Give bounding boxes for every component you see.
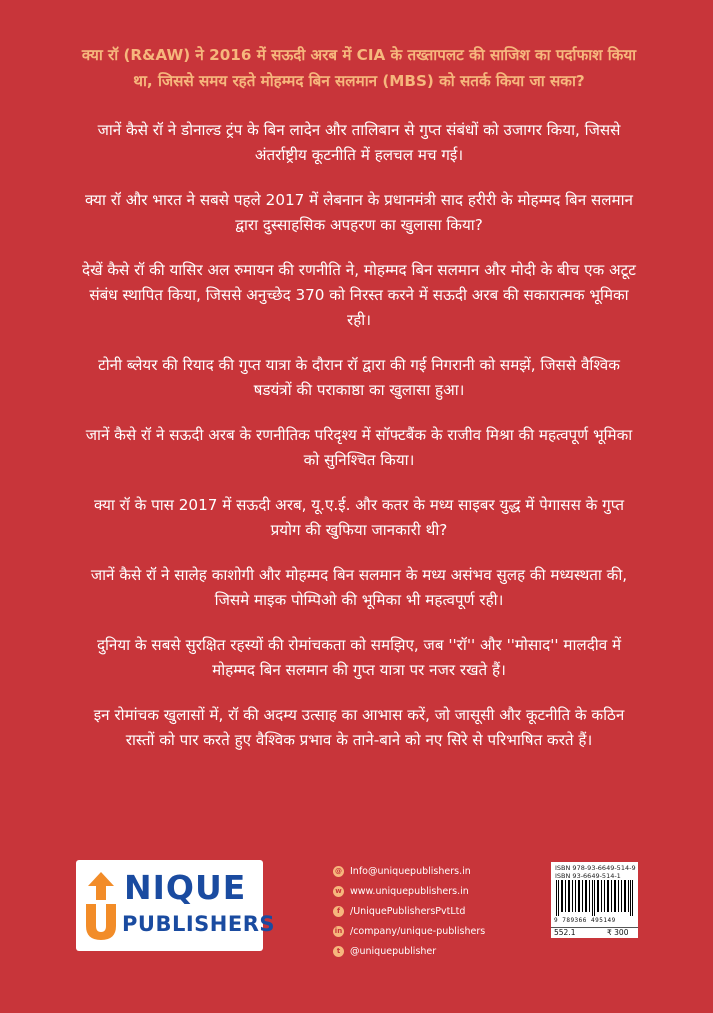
contact-text: @uniquepublisher xyxy=(350,945,437,957)
blurb-paragraph: जानें कैसे रॉ ने सालेह काशोगी और मोहम्मद बिन सलमान के मध्य असंभव सुलह की मध्यस्थता की, जिसमे माइक पोम्पिओ की भूमिका भी महत्वपूर्ण रही। xyxy=(90,566,628,609)
isbn10-label: ISBN 93-6649-514-1 xyxy=(555,872,621,880)
email-icon: @ xyxy=(335,867,342,875)
isbn-barcode xyxy=(551,862,638,938)
publisher-contacts xyxy=(333,862,533,962)
twitter-icon: t xyxy=(333,946,344,957)
logo-publishers: PUBLISHERS xyxy=(122,912,275,936)
contact-text: Info@uniquepublishers.in xyxy=(350,865,471,877)
blurb-paragraph: टोनी ब्लेयर की रियाद की गुप्त यात्रा के दौरान रॉ द्वारा की गई निगरानी को समझें, जिससे वैश्विक षडयंत्रों की पराकाष्ठा का खुलासा हुआ। xyxy=(98,356,620,399)
facebook-icon: f xyxy=(333,906,344,917)
blurb-paragraph: क्या रॉ के पास 2017 में सऊदी अरब, यू.ए.ई. और कतर के मध्य साइबर युद्ध में पेगासस के गुप्त प्रयोग की खुफिया जानकारी थी? xyxy=(93,496,625,539)
contact-text: /company/unique-publishers xyxy=(350,925,486,937)
web-icon: w xyxy=(333,886,344,897)
isbn13-label: ISBN 978-93-6649-514-9 xyxy=(555,864,636,872)
contact-website[interactable] xyxy=(333,882,533,900)
barcode-bars xyxy=(555,880,634,916)
blurb-paragraph: इन रोमांचक खुलासों में, रॉ की अदम्य उत्साह का आभास करें, जो जासूसी और कूटनीति के कठिन रास्तों को पार करते हुए वैश्विक प्रभाव के ताने-बाने को नए सिरे से परिभाषित करते हैं। xyxy=(93,706,625,749)
blurb-paragraph: क्या रॉ और भारत ने सबसे पहले 2017 में लेबनान के प्रधानमंत्री साद हरीरी के मोहम्मद बिन सलमान द्वारा दुस्साहसिक अपहरण का खुलासा किया? xyxy=(85,191,633,234)
blurb-paragraph: देखें कैसे रॉ की यासिर अल रुमायन की रणनीति ने, मोहम्मद बिन सलमान और मोदी के बीच एक अटूट संबंध स्थापित किया, जिससे अनुच्छेद 370 को निरस्त करने में सऊदी अरब की सकारात्मक भूमिका रही। xyxy=(82,261,636,329)
contact-facebook[interactable] xyxy=(333,902,533,920)
contact-twitter[interactable] xyxy=(333,942,533,960)
barcode-digits: 9 789366 495149 xyxy=(554,917,616,924)
logo-u-icon xyxy=(82,870,120,942)
price-label: ₹ 300 xyxy=(607,928,629,937)
lead-question: क्या रॉ (R&AW) ने 2016 में सऊदी अरब में CIA के तख्तापलट की साजिश का पर्दाफाश किया था, जिससे समय रहते मोहम्मद बिन सलमान (MBS) को सतर्क किया जा सका? xyxy=(81,46,637,90)
contact-linkedin[interactable] xyxy=(333,922,533,940)
publisher-logo xyxy=(76,860,275,951)
blurb xyxy=(78,42,640,773)
barcode-footer xyxy=(551,927,638,939)
linkedin-icon: in xyxy=(334,927,343,935)
blurb-paragraph: जानें कैसे रॉ ने डोनाल्ड ट्रंप के बिन लादेन और तालिबान से गुप्त संबंधों को उजागर किया, जिससे अंतर्राष्ट्रीय कूटनीति में हलचल मच गई। xyxy=(97,121,621,164)
contact-text: /UniquePublishersPvtLtd xyxy=(350,905,466,917)
blurb-paragraph: दुनिया के सबसे सुरक्षित रहस्यों की रोमांचकता को समझिए, जब ''रॉ'' और ''मोसाद'' मालदीव में मोहम्मद बिन सलमान की गुप्त यात्रा पर नजर रखते हैं। xyxy=(96,636,622,679)
logo-wordmark: NIQUE xyxy=(124,868,247,907)
contact-email[interactable] xyxy=(333,862,533,880)
contact-text: www.uniquepublishers.in xyxy=(350,885,469,897)
blurb-paragraph: जानें कैसे रॉ ने सऊदी अरब के रणनीतिक परिदृश्य में सॉफ्टबैंक के राजीव मिश्रा की महत्वपूर्ण भूमिका को सुनिश्चित किया। xyxy=(85,426,633,469)
class-code: 552.1 xyxy=(554,928,576,937)
